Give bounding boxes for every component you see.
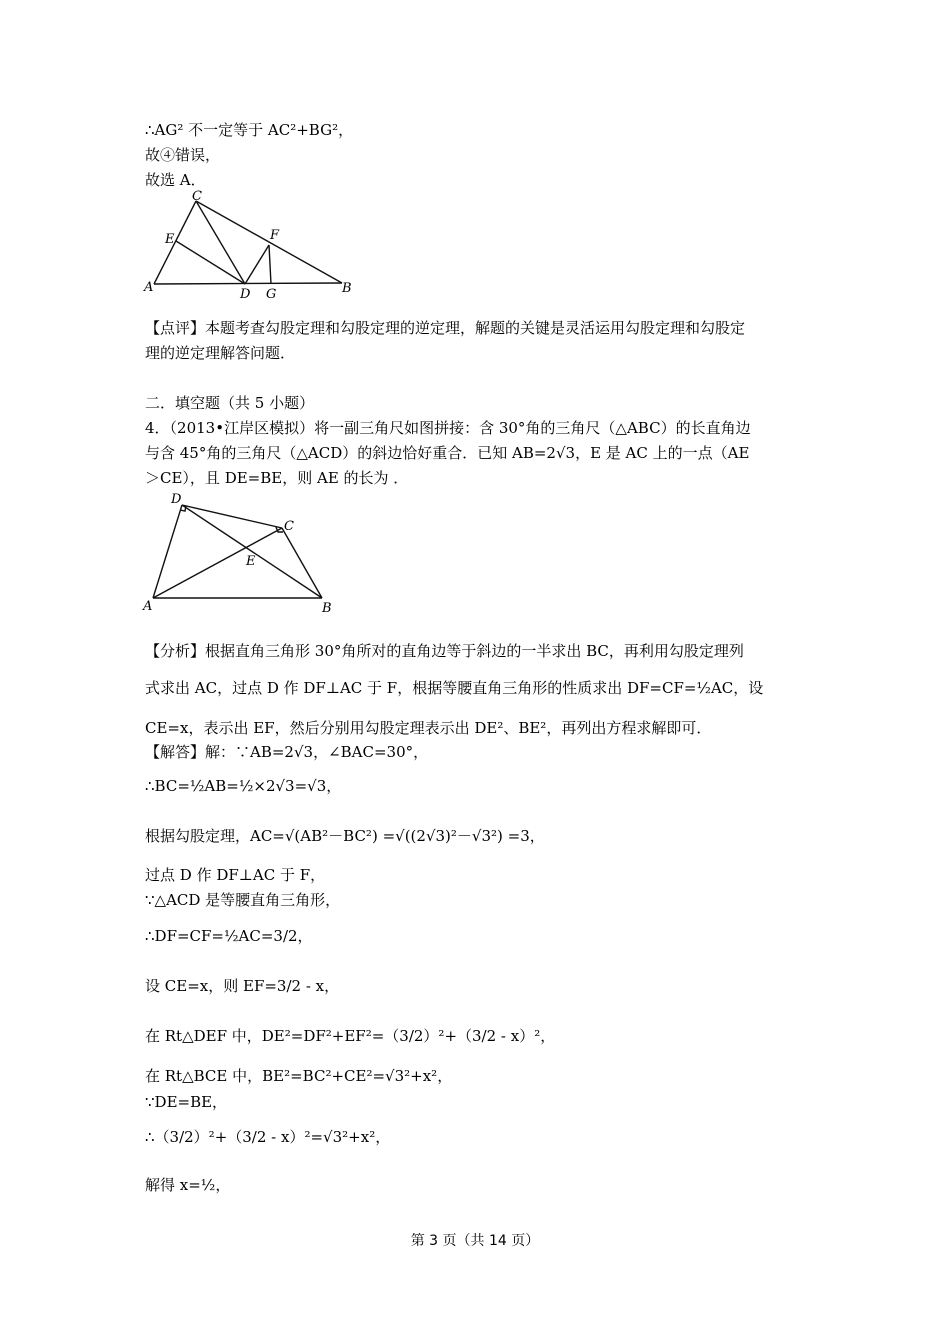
text-line: ∴DF=CF=½AC=3/2， — [145, 927, 313, 945]
label-b: B — [342, 281, 352, 296]
label-c: C — [192, 189, 202, 204]
text-line: 解得 x=½， — [145, 1176, 231, 1194]
label-f: F — [270, 228, 280, 243]
text-line: ∵△ACD 是等腰直角三角形， — [145, 891, 341, 909]
text-line: 【解答】解：∵AB=2√3，∠BAC=30°， — [145, 743, 429, 761]
text-line: ∵DE=BE， — [145, 1093, 228, 1111]
label-g: G — [266, 287, 277, 302]
text-line: 式求出 AC，过点 D 作 DF⊥AC 于 F，根据等腰直角三角形的性质求出 DF=CF=½AC，设 — [145, 679, 764, 697]
label-e: E — [246, 554, 256, 569]
page-footer: 第 3 页（共 14 页） — [410, 1233, 540, 1249]
figure-triangle-abc — [140, 188, 365, 303]
label-e: E — [165, 232, 175, 247]
label-d: D — [171, 492, 182, 507]
text-line: 过点 D 作 DF⊥AC 于 F， — [145, 866, 326, 884]
text-line: 4．（2013•江岸区模拟）将一副三角尺如图拼接：含 30°角的三角尺（△ABC）的长直角边 — [145, 419, 751, 437]
text-line: 在 Rt△BCE 中，BE²=BC²+CE²=√3²+x²， — [145, 1067, 453, 1085]
label-d: D — [240, 287, 251, 302]
text-line: 根据勾股定理，AC=√(AB²－BC²) =√((2√3)²－√3²) =3， — [145, 827, 545, 845]
text-line: 与含 45°角的三角尺（△ACD）的斜边恰好重合．已知 AB=2√3，E 是 AC 上的一点（AE — [145, 444, 750, 462]
figure-quadrilateral-abcd — [138, 488, 343, 616]
text-line: 故④错误， — [145, 146, 221, 164]
label-a: A — [144, 280, 154, 295]
text-line: ∴（3/2）²+（3/2 - x）²=√3²+x²， — [145, 1128, 391, 1146]
text-line: ∴BC=½AB=½×2√3=√3， — [145, 777, 342, 795]
label-b: B — [322, 601, 332, 616]
section-heading: 二．填空题（共 5 小题） — [145, 394, 315, 412]
label-c: C — [284, 519, 294, 534]
text-line: 故选 A． — [145, 171, 206, 189]
text-line: 在 Rt△DEF 中，DE²=DF²+EF²=（3/2）²+（3/2 - x）²， — [145, 1027, 556, 1045]
label-a: A — [143, 599, 153, 614]
text-line: ＞CE），且 DE=BE，则 AE 的长为 ． — [145, 469, 409, 487]
text-line: 【点评】本题考查勾股定理和勾股定理的逆定理，解题的关键是灵活运用勾股定理和勾股定 — [145, 319, 746, 337]
text-line: 理的逆定理解答问题． — [145, 344, 296, 362]
text-line: 设 CE=x，则 EF=3/2 - x， — [145, 977, 340, 995]
text-line: ∴AG² 不一定等于 AC²+BG²， — [145, 121, 354, 139]
text-line: CE=x，表示出 EF，然后分别用勾股定理表示出 DE²、BE²，再列出方程求解即可． — [145, 719, 712, 737]
text-line: 【分析】根据直角三角形 30°角所对的直角边等于斜边的一半求出 BC，再利用勾股定理列 — [145, 642, 744, 660]
